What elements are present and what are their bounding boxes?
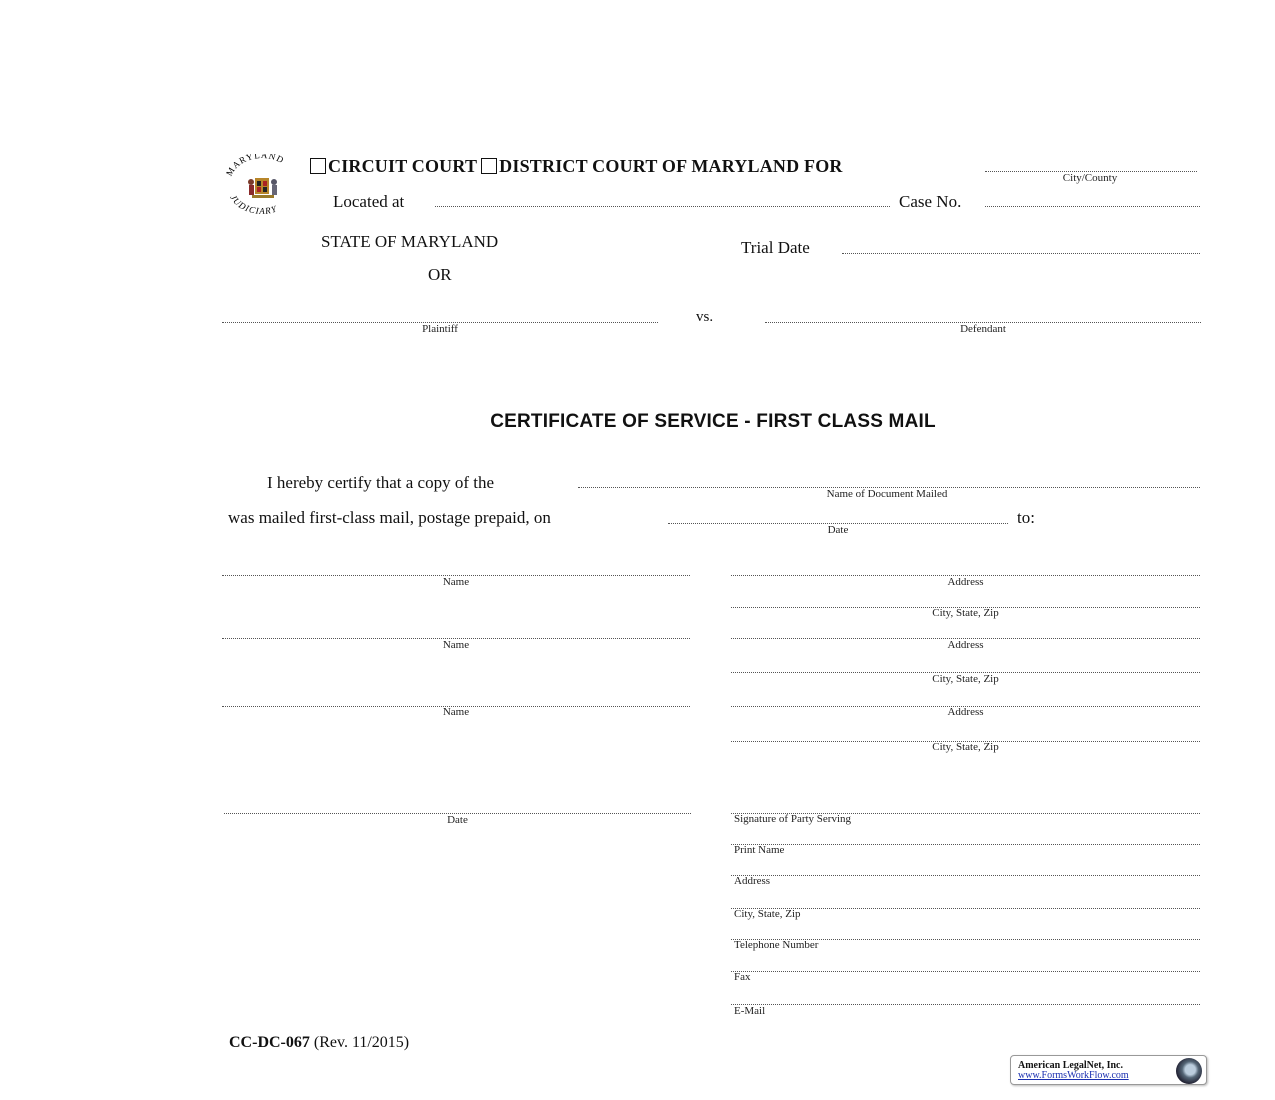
- seal-top-text: MARYLAND: [223, 154, 287, 178]
- plaintiff-label: Plaintiff: [422, 323, 458, 335]
- defendant-label: Defendant: [960, 323, 1006, 335]
- recipient-name-label: Name: [442, 706, 470, 718]
- globe-icon: [1176, 1058, 1202, 1084]
- seal-bottom-text: JUDICIARY: [228, 192, 279, 216]
- server-address-field[interactable]: [731, 875, 1200, 876]
- mailed-date-label: Date: [827, 524, 849, 536]
- badge-company: American LegalNet, Inc.: [1018, 1060, 1123, 1071]
- print-name-label: Print Name: [734, 844, 785, 856]
- svg-text:MARYLAND: [224, 154, 286, 178]
- to-label: to:: [1017, 508, 1035, 527]
- trial-date-label: Trial Date: [741, 238, 810, 257]
- state-label: STATE OF MARYLAND: [321, 232, 499, 251]
- circuit-court-checkbox[interactable]: [310, 158, 326, 174]
- signature-date-label: Date: [447, 814, 468, 826]
- telephone-label: Telephone Number: [734, 939, 819, 951]
- recipient-csz-label: City, State, Zip: [932, 741, 999, 753]
- located-at-field[interactable]: [435, 206, 890, 207]
- recipient-address-label: Address: [947, 706, 984, 718]
- certify-line1-text: I hereby certify that a copy of the: [267, 473, 495, 492]
- city-county-label: City/County: [1062, 172, 1118, 184]
- court-type-row: [310, 156, 843, 177]
- document-name-label: Name of Document Mailed: [826, 488, 948, 500]
- server-csz-label: City, State, Zip: [734, 908, 801, 920]
- certify-line2-text: was mailed first-class mail, postage prepaid, on: [228, 508, 551, 527]
- email-field[interactable]: [731, 1004, 1200, 1005]
- american-legalnet-badge: [1010, 1055, 1207, 1085]
- recipient-name-label: Name: [442, 576, 470, 588]
- district-court-label: DISTRICT COURT OF MARYLAND FOR: [499, 156, 843, 176]
- circuit-court-label: CIRCUIT COURT: [328, 156, 478, 176]
- vs-label: vs.: [696, 309, 714, 325]
- form-id: [229, 1034, 409, 1052]
- or-label: OR: [428, 265, 452, 284]
- recipient-address-label: Address: [947, 639, 984, 651]
- server-address-label: Address: [734, 875, 771, 887]
- fax-label: Fax: [734, 971, 751, 983]
- email-label: E-Mail: [734, 1005, 766, 1017]
- maryland-judiciary-seal: [222, 154, 302, 216]
- recipient-name-label: Name: [442, 639, 470, 651]
- recipient-csz-label: City, State, Zip: [932, 607, 999, 619]
- fax-field[interactable]: [731, 971, 1200, 972]
- district-court-checkbox[interactable]: [481, 158, 497, 174]
- server-csz-field[interactable]: [731, 908, 1200, 909]
- case-no-label: Case No.: [899, 192, 962, 211]
- form-revision: (Rev. 11/2015): [313, 1034, 410, 1051]
- badge-url-link[interactable]: www.FormsWorkFlow.com: [1018, 1070, 1129, 1081]
- form-number: CC-DC-067: [229, 1034, 310, 1051]
- document-title: CERTIFICATE OF SERVICE - FIRST CLASS MAIL: [490, 411, 936, 432]
- signature-label: Signature of Party Serving: [734, 813, 852, 825]
- recipient-csz-label: City, State, Zip: [932, 673, 999, 685]
- case-no-field[interactable]: [985, 206, 1200, 207]
- print-name-field[interactable]: [731, 844, 1200, 845]
- located-at-label: Located at: [333, 192, 405, 211]
- trial-date-field[interactable]: [842, 253, 1200, 254]
- recipient-address-label: Address: [947, 576, 984, 588]
